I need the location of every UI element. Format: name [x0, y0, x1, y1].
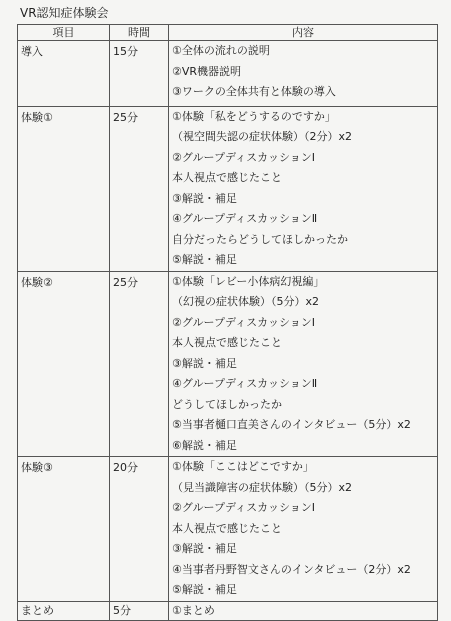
row-content — [169, 457, 438, 602]
page-title: VR認知症体験会 — [20, 6, 109, 20]
content-line: ④グループディスカッションⅡ — [172, 377, 318, 390]
content-line: どうしてほしかったか — [172, 397, 282, 411]
row-item: 体験② — [18, 271, 110, 457]
header-content: 内容 — [169, 25, 438, 41]
content-line: ①体験「ここはどこですか」 — [172, 460, 314, 473]
content-line: ①全体の流れの説明 — [172, 44, 270, 57]
content-line: （見当識障害の症状体験）（5分）x2 — [172, 480, 353, 494]
content-line: ⑥解説・補足 — [172, 438, 237, 452]
content-line: ⑤解説・補足 — [172, 253, 237, 266]
content-line: ③解説・補足 — [172, 542, 237, 555]
content-line: 本人視点で感じたこと — [172, 171, 282, 184]
content-line: （視空間失認の症状体験）（2分）x2 — [172, 130, 353, 143]
content-line: ⑤解説・補足 — [172, 583, 237, 596]
row-content — [169, 41, 438, 107]
content-line: ①体験「レビー小体病幻視編」 — [172, 274, 325, 288]
content-line: （幻視の症状体験）（5分）x2 — [172, 295, 320, 308]
content-line: 本人視点で感じたこと — [172, 336, 282, 349]
header-time: 時間 — [110, 25, 169, 41]
schedule-table — [17, 24, 438, 621]
row-time: 5分 — [110, 601, 169, 620]
content-line: ③解説・補足 — [172, 356, 237, 370]
row-content — [169, 271, 438, 457]
content-line: ③解説・補足 — [172, 191, 237, 205]
table-row — [18, 457, 438, 602]
table-row — [18, 271, 438, 457]
content-line: ②VR機器説明 — [172, 64, 242, 78]
content-line: ①まとめ — [172, 603, 215, 617]
content-line: 自分だったらどうしてほしかったか — [172, 232, 348, 246]
row-item: 体験③ — [18, 457, 110, 602]
row-item: まとめ — [18, 601, 110, 620]
content-line: ②グループディスカッションⅠ — [172, 150, 316, 164]
table-row — [18, 601, 438, 620]
row-item: 体験① — [18, 106, 110, 271]
table-row — [18, 41, 438, 107]
row-content — [169, 106, 438, 271]
header-row — [18, 25, 438, 41]
content-line: ④グループディスカッションⅡ — [172, 212, 318, 225]
content-line: ①体験「私をどうするのですか」 — [172, 109, 336, 123]
row-time: 25分 — [110, 271, 169, 457]
row-content — [169, 601, 438, 620]
row-time: 15分 — [110, 41, 169, 107]
row-item: 導入 — [18, 41, 110, 107]
row-time: 25分 — [110, 106, 169, 271]
header-item: 項目 — [18, 25, 110, 41]
table-row — [18, 106, 438, 271]
content-line: ②グループディスカッションⅠ — [172, 315, 316, 329]
row-time: 20分 — [110, 457, 169, 602]
content-line: ③ワークの全体共有と体験の導入 — [172, 85, 336, 98]
content-line: 本人視点で感じたこと — [172, 521, 282, 535]
content-line: ④当事者丹野智文さんのインタビュー（2分）x2 — [172, 562, 411, 576]
content-line: ⑤当事者樋口直美さんのインタビュー（5分）x2 — [172, 418, 411, 431]
content-line: ②グループディスカッションⅠ — [172, 501, 316, 514]
